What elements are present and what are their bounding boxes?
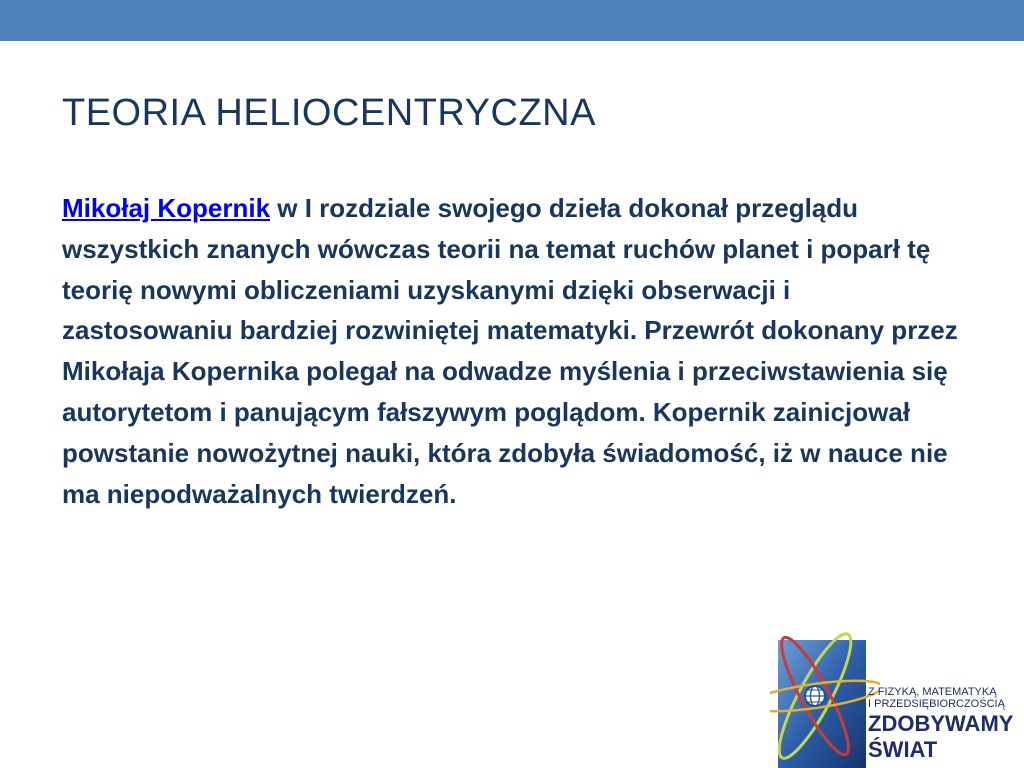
slide-title: TEORIA HELIOCENTRYCZNA bbox=[62, 92, 596, 134]
logo-tagline-line2: I PRZEDSIĘBIORCZOŚCIĄ bbox=[868, 698, 1005, 710]
logo-tagline-line1: Z FIZYKĄ, MATEMATYKĄ bbox=[868, 686, 997, 698]
logo-text bbox=[868, 686, 1013, 762]
slide-body-text bbox=[62, 188, 967, 514]
logo-title-line1: ZDOBYWAMY bbox=[868, 711, 1014, 736]
kopernik-link[interactable]: Mikołaj Kopernik bbox=[62, 193, 271, 223]
top-accent-bar bbox=[0, 0, 1024, 41]
body-paragraph: w I rozdziale swojego dzieła dokonał przeglądu wszystkich znanych wówczas teorii na temat ruchów planet i poparł tę teorię nowymi obliczeniami uzyskanymi dzięki obserwacji i zastosowaniu bardziej rozwiniętej matematyki. Przewrót dokonany przez Mikołaja Kopernika polegał na odwadze myślenia i przeciwstawienia się autorytetom i panującym fałszywym poglądom. Kopernik zainicjował powstanie nowożytnej nauki, która zdobyła świadomość, iż w nauce nie ma niepodważalnych twierdzeń. bbox=[62, 193, 958, 509]
logo-title-line2: ŚWIAT bbox=[868, 737, 938, 762]
project-logo bbox=[770, 624, 1024, 768]
atom-globe-logo-icon bbox=[770, 624, 880, 768]
